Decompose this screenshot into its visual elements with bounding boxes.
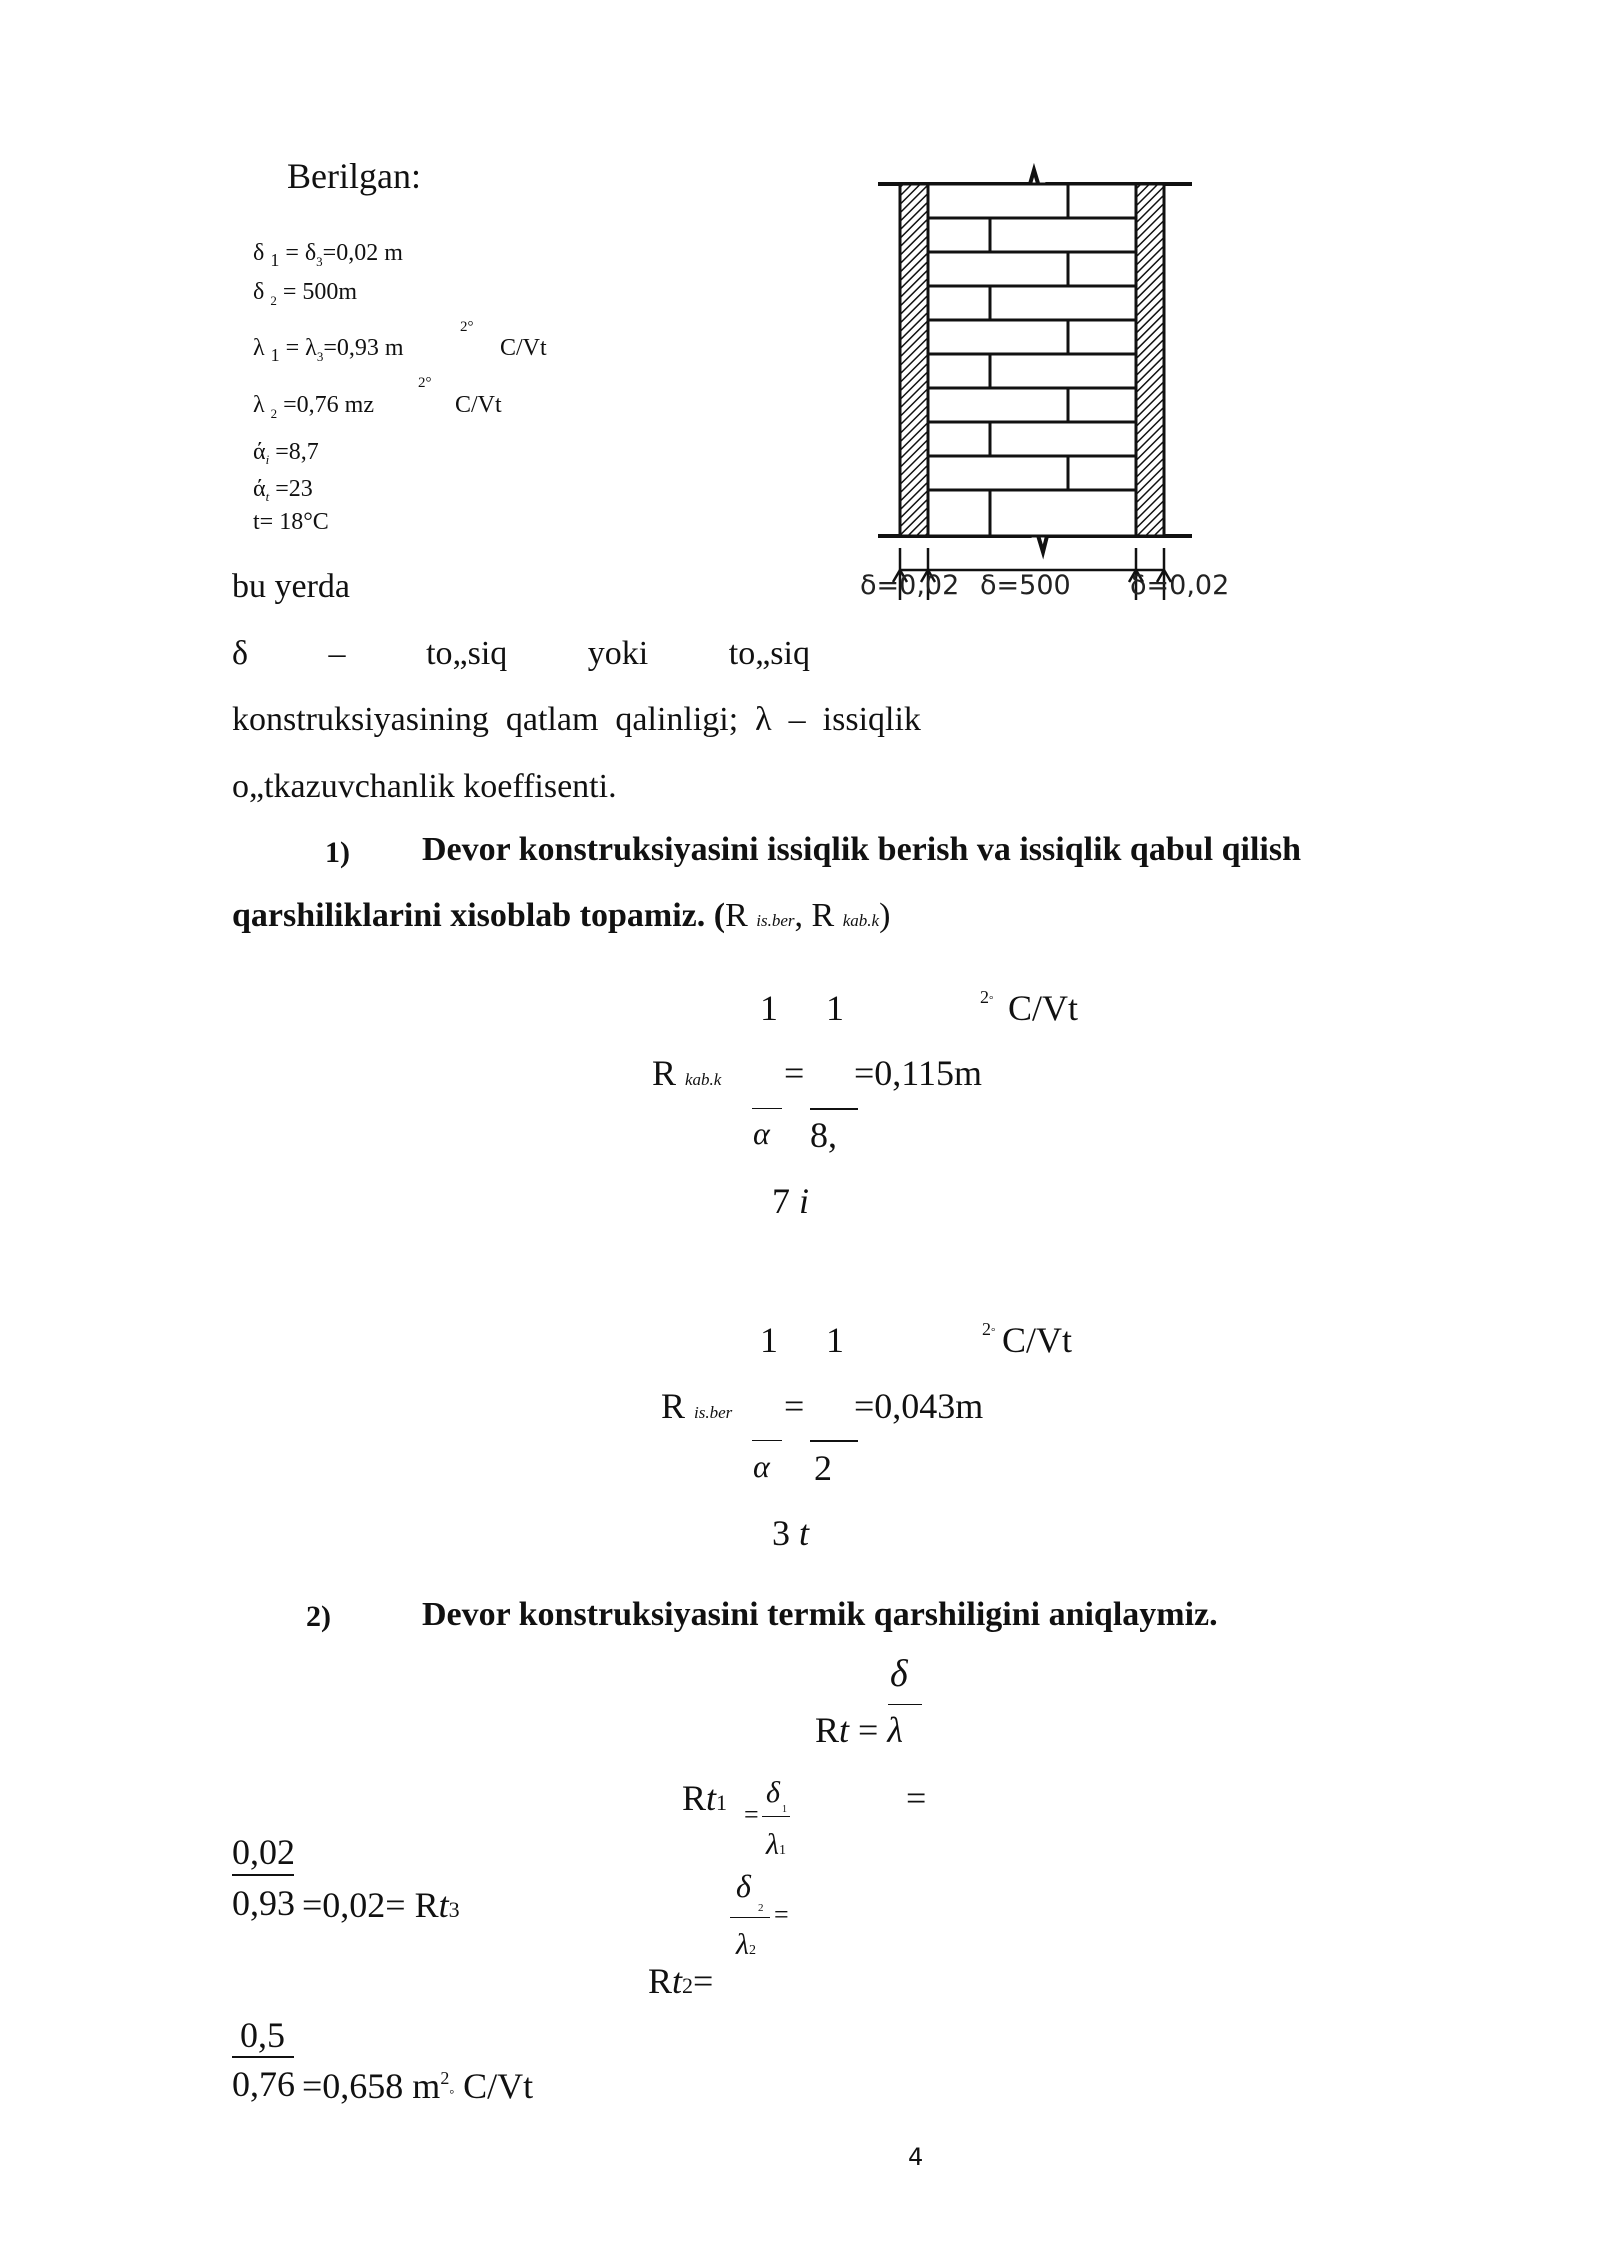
lambda2-index: 2 — [270, 406, 278, 421]
explanation-line-4: o„tkazuvchanlik koeffisenti. — [232, 768, 617, 805]
ber-equals: = — [784, 1386, 805, 1426]
step-2-heading: Devor konstruksiyasini termik qarshiligini aniqlaymiz. — [422, 1596, 1218, 1633]
delta-symbol: δ — [253, 279, 265, 305]
given-lambda1-line — [253, 335, 404, 365]
tail-index: i — [799, 1181, 810, 1221]
rt1-delta: δ — [766, 1776, 780, 1809]
kab-numerator-2: 1 — [826, 988, 844, 1028]
rt1-lhs — [682, 1780, 727, 1816]
ber-fraction-bar-1 — [752, 1440, 782, 1441]
lambda2-superscript: 2° — [418, 375, 432, 391]
explanation-line-1: bu yerda — [232, 568, 351, 605]
rt2-fraction-bar — [232, 2056, 294, 2058]
lambda3-index: 3 — [316, 349, 324, 364]
r-kabk-subscript: kab.k — [842, 911, 880, 930]
given-lambda2-line — [253, 392, 374, 421]
rt2-lhs — [648, 1963, 713, 1999]
left-plaster-layer — [900, 184, 928, 536]
ber-fraction-bar-2 — [810, 1440, 858, 1442]
lambda1-unit: C/Vt — [500, 335, 547, 361]
rt2-delta: δ — [736, 1868, 751, 1904]
t-symbol: t — [839, 1710, 850, 1750]
step-1-heading-line2: qarshiliklarini xisoblab topamiz. ( — [232, 897, 726, 934]
ber-unit-superscript — [982, 1320, 995, 1338]
explanation-line-2 — [232, 637, 810, 671]
rt3-index: 3 — [448, 1897, 460, 1922]
rt2-lambda — [736, 1930, 756, 1960]
dimension-middle-label: δ=500 — [980, 570, 1071, 601]
kab-fraction-bar-1 — [752, 1108, 782, 1109]
r-symbol: R — [682, 1778, 707, 1818]
given-temperature: t= 18°C — [253, 509, 329, 535]
dimension-right-label: δ=0,02 — [1130, 570, 1230, 601]
lambda1-index: 1 — [270, 345, 280, 365]
alpha-t-value: =23 — [275, 476, 313, 502]
result-text: =0,658 m — [302, 2066, 441, 2106]
given-delta2-line — [253, 279, 358, 308]
step-2-number: 2) — [306, 1600, 331, 1633]
brick-layer — [928, 184, 1136, 536]
ber-unit: C/Vt — [1002, 1320, 1073, 1360]
lambda-symbol: λ — [253, 392, 265, 418]
delta1-index: 1 — [270, 250, 280, 270]
lambda-symbol: λ — [736, 1928, 749, 1961]
rt2-small-equals: = — [774, 1900, 789, 1929]
delta2-index: 2 — [270, 293, 277, 308]
comma-r: , R — [794, 897, 835, 934]
alpha-symbol: ά — [253, 439, 266, 465]
lambda1-value: =0,93 m — [323, 335, 404, 361]
kab-unit: C/Vt — [1008, 988, 1079, 1028]
rt-fraction-bar — [888, 1704, 922, 1705]
rt1-fraction-numerator: 0,02 — [232, 1832, 295, 1872]
r-symbol: R — [648, 1961, 673, 2001]
rt1-delta-index: 1 — [782, 1804, 787, 1815]
ber-denominator: 2 — [814, 1448, 832, 1488]
rt-lhs — [815, 1712, 903, 1748]
equals: = — [858, 1710, 879, 1750]
result-text: =0,02= R — [302, 1885, 439, 1925]
close-paren: ) — [879, 897, 891, 934]
given-delta1-line — [253, 240, 403, 270]
rt1-fraction-denominator: 0,93 — [232, 1883, 295, 1923]
kab-lhs — [652, 1055, 721, 1091]
ber-numerator-1: 1 — [760, 1320, 778, 1360]
kab-equals: = — [784, 1053, 805, 1093]
ber-lhs — [661, 1388, 732, 1424]
kab-numerator-1: 1 — [760, 988, 778, 1028]
kab-subscript: kab.k — [685, 1070, 722, 1089]
delta3-index: 3 — [316, 254, 323, 269]
r-isber-subscript: is.ber — [756, 911, 795, 930]
sup-2: 2 — [980, 987, 989, 1007]
kab-fraction-bar-2 — [810, 1108, 858, 1110]
explanation-line-3: konstruksiyasining qatlam qalinligi; λ – issiqlik — [232, 701, 921, 738]
t-symbol: t — [672, 1961, 683, 2001]
delta-symbol: δ — [253, 240, 265, 266]
tail-digit: 3 — [772, 1513, 790, 1553]
rt1-fraction-bar — [232, 1874, 294, 1876]
rt1-index: 1 — [716, 1790, 728, 1815]
step-1-heading-cont — [232, 899, 890, 933]
yoki-word: yoki — [587, 635, 649, 672]
tosiq-word: to„siq — [426, 635, 508, 672]
r-symbol: R — [661, 1386, 686, 1426]
kab-result: =0,115m — [854, 1053, 982, 1093]
ber-tail — [772, 1515, 809, 1551]
lambda1-superscript: 2° — [460, 319, 474, 335]
ber-subscript: is.ber — [694, 1403, 733, 1422]
rt1-small-equals: = — [744, 1800, 759, 1829]
kab-alpha: α — [753, 1115, 770, 1151]
ber-result: =0,043m — [854, 1386, 984, 1426]
sup-2: 2 — [440, 2068, 450, 2088]
given-alpha-t-line — [253, 476, 313, 504]
rt1-lambda — [766, 1830, 786, 1860]
kab-tail — [772, 1183, 809, 1219]
ber-alpha: α — [753, 1448, 770, 1484]
rt2-delta-index: 2 — [758, 1902, 764, 1914]
rt2-index: 2 — [682, 1973, 694, 1998]
step-1-number: 1) — [325, 836, 350, 869]
sup-2: 2 — [982, 1319, 991, 1339]
kab-unit-superscript — [980, 988, 993, 1006]
alpha-i-index: i — [265, 452, 270, 467]
lambda2-value: =0,76 mz — [283, 392, 374, 418]
lambda2-unit: C/Vt — [455, 392, 502, 418]
rt1-small-bar — [762, 1816, 790, 1817]
delta-word: δ — [232, 635, 249, 672]
kab-denominator: 8, — [810, 1115, 837, 1155]
t-symbol: t — [438, 1885, 449, 1925]
lambda-symbol: λ — [887, 1710, 903, 1750]
alpha-symbol: ά — [253, 476, 266, 502]
lambda-index: 1 — [779, 1843, 786, 1858]
delta1-eq: = δ — [285, 240, 317, 266]
tail-index: t — [799, 1513, 810, 1553]
page-number: 4 — [908, 2143, 924, 2171]
ber-numerator-2: 1 — [826, 1320, 844, 1360]
rt2-result — [302, 2068, 533, 2104]
alpha-t-index: t — [265, 489, 270, 504]
r-symbol: R — [652, 1053, 677, 1093]
t-symbol: t — [706, 1778, 717, 1818]
degree: ° — [991, 1326, 996, 1338]
alpha-i-value: =8,7 — [275, 439, 319, 465]
tail-digit: 7 — [772, 1181, 790, 1221]
right-plaster-layer — [1136, 184, 1164, 536]
r-symbol: R — [815, 1710, 840, 1750]
dimension-left-label: δ=0,02 — [860, 570, 960, 601]
r-symbol: R — [725, 897, 748, 934]
equals: = — [693, 1961, 714, 2001]
degree: ° — [449, 2087, 455, 2101]
dash-word: – — [328, 635, 346, 672]
tosiq-word: to„siq — [728, 635, 810, 672]
given-heading: Berilgan: — [287, 156, 421, 196]
rt2-small-bar — [730, 1917, 770, 1918]
degree: ° — [989, 994, 994, 1006]
rt1-result — [302, 1887, 460, 1923]
lambda-symbol: λ — [253, 335, 265, 361]
delta2-value: = 500m — [282, 279, 358, 305]
lambda1-eq: = λ — [285, 335, 317, 361]
unit: C/Vt — [463, 2066, 534, 2106]
given-alpha-i-line — [253, 439, 319, 467]
rt-delta: δ — [890, 1653, 908, 1695]
rt2-fraction-denominator: 0,76 — [232, 2064, 295, 2104]
step-1-heading: Devor konstruksiyasini issiqlik berish va issiqlik qabul qilish — [422, 831, 1301, 868]
rt2-fraction-numerator: 0,5 — [240, 2015, 285, 2055]
lambda-symbol: λ — [766, 1828, 779, 1861]
delta1-value: =0,02 m — [322, 240, 403, 266]
rt1-equals: = — [906, 1778, 927, 1818]
lambda-index: 2 — [749, 1943, 756, 1958]
